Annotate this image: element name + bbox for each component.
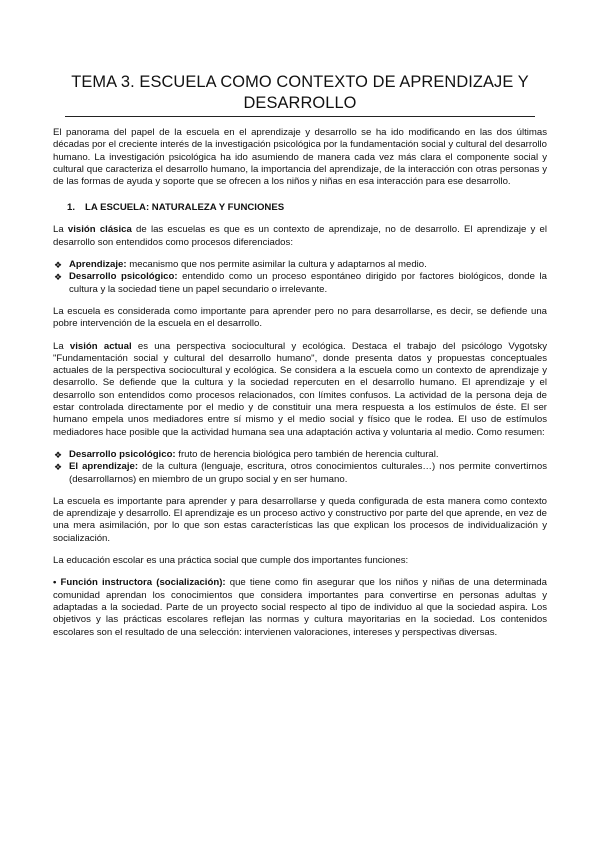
title-line-1: TEMA 3. ESCUELA COMO CONTEXTO DE APRENDIZAJE Y [71, 73, 529, 91]
actual-vision-term: visión actual [69, 340, 132, 352]
title-line-2: DESARROLLO [243, 94, 357, 112]
diamond-bullet-icon: ❖ [54, 272, 63, 283]
section-heading [67, 201, 547, 214]
diamond-bullet-icon: ❖ [54, 462, 63, 473]
classic-vision-term: visión clásica [67, 224, 132, 236]
school-summary-paragraph: La escuela es importante para aprender y para desarrollarse y queda configurada de esta manera como contexto de aprendizaje y desarrollo. El aprendizaje es un proceso activo y constructivo por parte del que aprende, en vez de una mera asimilación, por lo que son estas características las que explican los procesos de individualización y socialización. [53, 495, 547, 544]
list-item: ❖ Desarrollo psicológico: fruto de herencia biológica pero también de herencia cultural. [54, 448, 439, 460]
classic-vision-paragraph: La visión clásica de las escuelas es que es un contexto de aprendizaje, no de desarrollo. El aprendizaje y el desarrollo son entendidos como procesos diferenciados: [53, 224, 547, 248]
actual-bullet-list [53, 449, 547, 486]
section-title: LA ESCUELA: NATURALEZA Y FUNCIONES [85, 202, 285, 214]
education-paragraph: La educación escolar es una práctica social que cumple dos importantes funciones: [53, 555, 409, 567]
classic-bullet-list [53, 259, 547, 296]
classic-note-paragraph: La escuela es considerada como importante para aprender pero no para desarrollarse, es decir, se defiende una pobre intervención de la escuela en el desarrollo. [53, 305, 547, 330]
function-instructora-paragraph: • Función instructora (socialización): que tiene como fin asegurar que los niños y niñas de una determinada comunidad aprendan los conocimientos que considera importantes para convertirse en personas adultas y adaptadas a la sociedad. Parte de un proyecto social respecto al tipo de individuo al que la sociedad aspira. Los objetivos y las prácticas escolares reflejan las normas y cultura mayoritarias en la sociedad. Los contenidos escolares son el resultado de una selección: intervienen valoraciones, intereses y perspectivas diversas. [53, 577, 547, 638]
list-item: ❖ Desarrollo psicológico: entendido como un proceso espontáneo dirigido por factores biológicos, donde la cultura y la sociedad tiene un papel secundario o irrelevante. [54, 271, 547, 295]
intro-paragraph: El panorama del papel de la escuela en el aprendizaje y desarrollo se ha ido modificando en las dos últimas décadas por el creciente interés de la investigación psicológica por la fundamentación social y cultural del desarrollo humano. La investigación psicológica ha ido asumiendo de manera cada vez más clara el componente social y cultural que caracteriza el desarrollo humano, la importancia del aprendizaje, de la interacción con otras personas y de las formas de ayuda y soporte que se ofrecen a los niños y niñas en esa interacción para ese desarrollo. [53, 127, 547, 188]
diamond-bullet-icon: ❖ [54, 260, 63, 271]
page-title [53, 72, 547, 114]
section-number: 1. [67, 202, 76, 214]
list-item: ❖ Aprendizaje: mecanismo que nos permite asimilar la cultura y adaptarnos al medio. [54, 259, 427, 271]
title-underline [65, 116, 535, 117]
actual-vision-paragraph: La visión actual es una perspectiva sociocultural y ecológica. Destaca el trabajo del psicólogo Vygotsky "Fundamentación social y cultural del desarrollo humano", donde presenta datos y propuestas conceptuales actuales de la perspectiva sociocultural y ecológica. Se considera a la escuela como un contexto de aprendizaje y desarrollo. Se defiende que la cultura y la sociedad repercuten en el desarrollo humano. El aprendizaje y el desarrollo son entendidos como procesos relacionados, con límites confusos. La actividad de la persona deja de estar controlada directamente por el medio y de constituir una mera respuesta a los estímulos de éste. El ser humano empela unos mediadores entre sí mismo y el medio social y físico que le rodea. El uso de estímulos mediadores hace posible que la actividad humana sea una adaptación activa y voluntaria al medio. Como resumen: [53, 340, 547, 438]
function-instructora-term: • Función instructora (socialización): [53, 577, 226, 589]
list-item: ❖ El aprendizaje: de la cultura (lenguaje, escritura, otros conocimientos culturales…) nos permite convertirnos (desarrollarnos) en miembro de un grupo social y en ser humano. [54, 461, 547, 485]
diamond-bullet-icon: ❖ [54, 449, 63, 460]
